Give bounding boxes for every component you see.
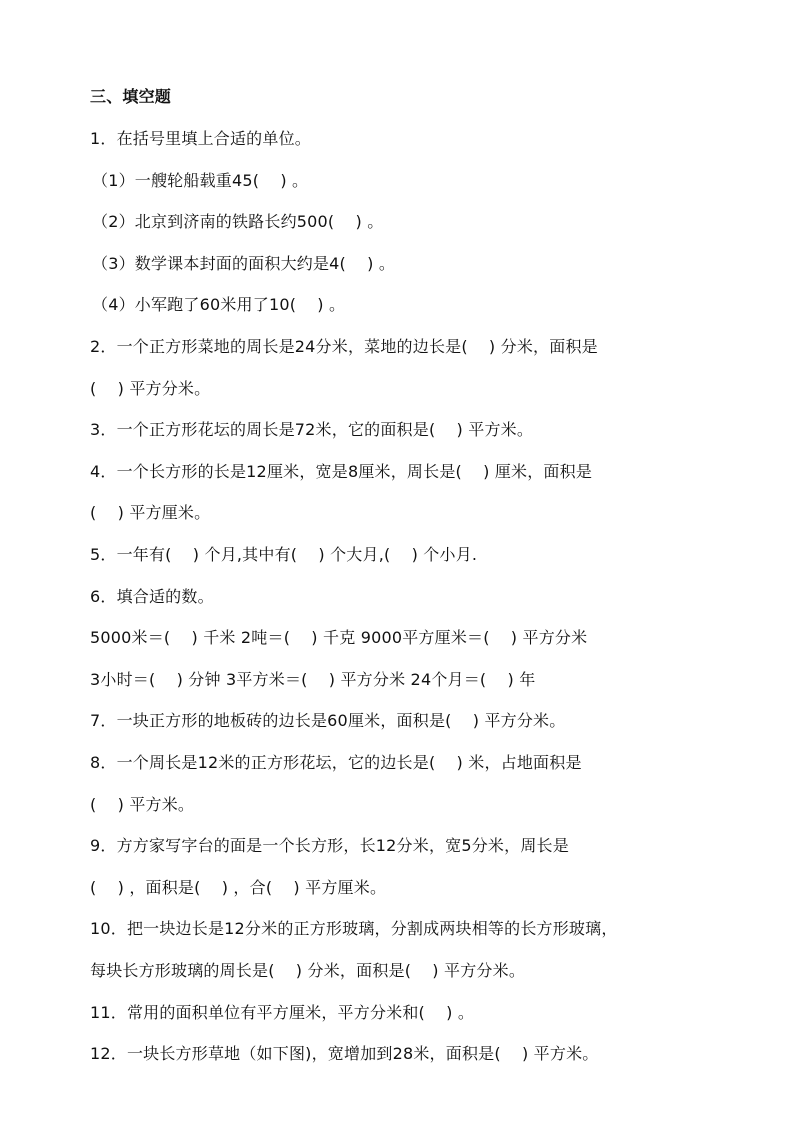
question-10-line-1: 10．把一块边长是12分米的正方形玻璃，分割成两块相等的长方形玻璃， bbox=[90, 919, 618, 938]
question-1-part-2: （2）北京到济南的铁路长约500( ) 。 bbox=[92, 212, 384, 231]
question-6-row-1: 5000米＝( ) 千米 2吨＝( ) 千克 9000平方厘米＝( ) 平方分米 bbox=[90, 628, 588, 647]
question-7: 7．一块正方形的地板砖的边长是60厘米，面积是( ) 平方分米。 bbox=[90, 711, 566, 730]
question-8-line-2: ( ) 平方米。 bbox=[90, 795, 195, 814]
question-1-part-3: （3）数学课本封面的面积大约是4( ) 。 bbox=[92, 254, 396, 273]
question-8-line-1: 8．一个周长是12米的正方形花坛，它的边长是( ) 米，占地面积是 bbox=[90, 753, 582, 772]
question-2-line-2: ( ) 平方分米。 bbox=[90, 379, 211, 398]
question-5: 5．一年有( ) 个月,其中有( ) 个大月,( ) 个小月. bbox=[90, 545, 478, 564]
question-4-line-1: 4．一个长方形的长是12厘米，宽是8厘米，周长是( ) 厘米，面积是 bbox=[90, 462, 593, 481]
question-6-row-2: 3小时＝( ) 分钟 3平方米＝( ) 平方分米 24个月＝( ) 年 bbox=[90, 670, 536, 689]
section-title: 三、填空题 bbox=[90, 87, 172, 106]
question-2-line-1: 2．一个正方形菜地的周长是24分米，菜地的边长是( ) 分米，面积是 bbox=[90, 337, 598, 356]
question-1: 1．在括号里填上合适的单位。 bbox=[90, 129, 311, 148]
question-9-line-2: ( ) ，面积是( ) ，合( ) 平方厘米。 bbox=[90, 878, 387, 897]
question-6: 6．填合适的数。 bbox=[90, 587, 214, 606]
question-11: 11．常用的面积单位有平方厘米，平方分米和( ) 。 bbox=[90, 1003, 475, 1022]
question-9-line-1: 9．方方家写字台的面是一个长方形，长12分米，宽5分米，周长是 bbox=[90, 836, 569, 855]
question-10-line-2: 每块长方形玻璃的周长是( ) 分米，面积是( ) 平方分米。 bbox=[90, 961, 526, 980]
question-1-part-4: （4）小军跑了60米用了10( ) 。 bbox=[92, 295, 346, 314]
question-3: 3．一个正方形花坛的周长是72米，它的面积是( ) 平方米。 bbox=[90, 420, 534, 439]
question-12: 12．一块长方形草地（如下图)，宽增加到28米，面积是( ) 平方米。 bbox=[90, 1044, 599, 1063]
question-1-part-1: （1）一艘轮船载重45( ) 。 bbox=[92, 171, 309, 190]
question-4-line-2: ( ) 平方厘米。 bbox=[90, 503, 211, 522]
